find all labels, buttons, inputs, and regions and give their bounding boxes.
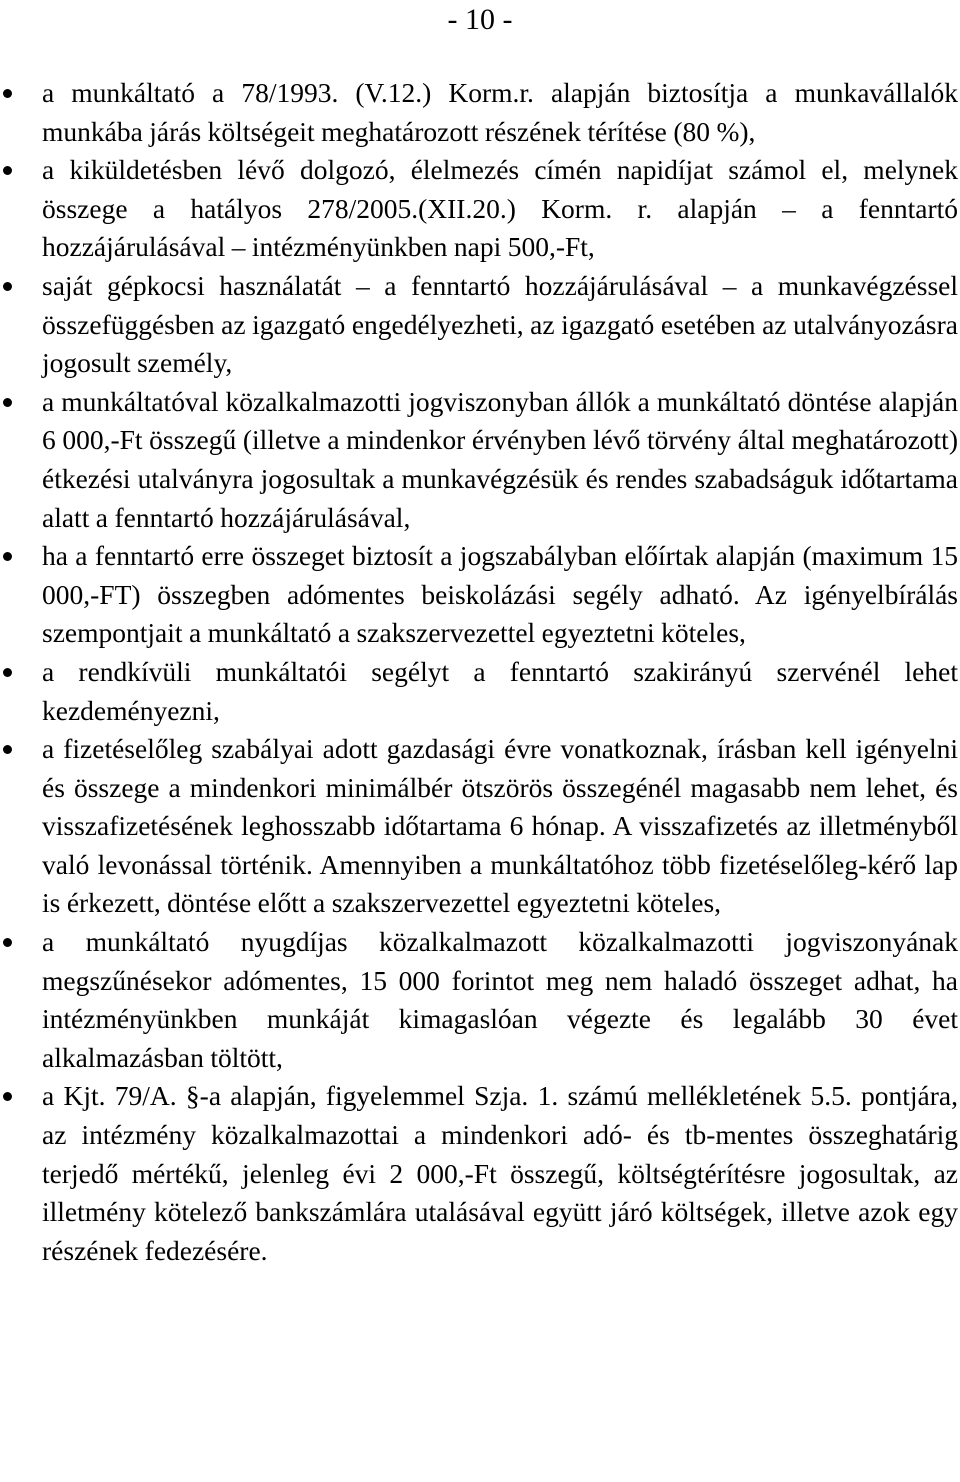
list-item-meal-voucher (0, 383, 960, 537)
list-item-text: a munkáltatóval közalkalmazotti jogviszonyban állók a munkáltató döntése alapján 6 000,-Ft összegű (illetve a mindenkor érvényben lévő törvény által meghatározott) étkezési utalványra jogosultak a munkavégzésük és rendes szabadságuk időtartama alatt a fenntartó hozzájárulásával, (42, 385, 958, 533)
list-item-text: ha a fenntartó erre összeget biztosít a jogszabályban előírtak alapján (maximum 15 000,-FT) összegben adómentes beiskolázási segély adható. Az igényelbírálás szempontjait a munkáltató a szakszervezettel egyeztetni köteles, (42, 540, 958, 649)
list-item-text: a fizetéselőleg szabályai adott gazdasági évre vonatkoznak, írásban kell igényelni és összege a mindenkori minimálbér ötszörös összegénél magasabb nem lehet, és visszafizetésének leghosszabb időtartama 6 hónap. A visszafizetés az illetményből való levonással történik. Amennyiben a munkáltatóhoz több fizetéselőleg-kérő lap is érkezett, döntése előtt a szakszervezettel egyeztetni köteles, (42, 733, 958, 919)
list-item-extraordinary-aid (0, 653, 960, 730)
list-item-text: a kiküldetésben lévő dolgozó, élelmezés címén napidíjat számol el, melynek összege a hatályos 278/2005.(XII.20.) Korm. r. alapján – a fenntartó hozzájárulásával – intézményünkben napi 500,-Ft, (42, 154, 958, 263)
list-item-text: saját gépkocsi használatát – a fenntartó hozzájárulásával – a munkavégzéssel összefüggésben az igazgató engedélyezheti, az igazgató esetében az utalványozásra jogosult személy, (42, 269, 958, 379)
list-item-retirement-gift (0, 923, 960, 1077)
list-item-text: a Kjt. 79/A. §-a alapján, figyelemmel Szja. 1. számú mellékletének 5.5. pontjára, az intézmény közalkalmazottai a mindenkori adó- és tb-mentes összeghatárig terjedő mértékű, jelenleg évi 2 000,-Ft összegű, költségtérítésre jogosultak, az illetmény kötelező bankszámlára utalásával együtt járó költségek, illetve azok egy részének fedezésére. (42, 1080, 958, 1266)
list-item-commuting-costs (0, 74, 960, 151)
bullet-point-icon (3, 938, 12, 947)
list-item-salary-advance (0, 730, 960, 923)
list-item-daily-allowance (0, 151, 960, 267)
bullet-point-icon (3, 166, 12, 175)
bullet-point-icon (3, 552, 12, 561)
list-item-text: a munkáltató nyugdíjas közalkalmazott közalkalmazotti jogviszonyának megszűnésekor adómentes, 15 000 forintot meg nem haladó összeget adhat, ha intézményünkben munkáját kimagaslóan végezte és legalább 30 évet alkalmazásban töltött, (42, 926, 958, 1073)
page-number: - 10 - (447, 3, 513, 36)
list-item-text: a munkáltató a 78/1993. (V.12.) Korm.r. alapján biztosítja a munkavállalók munkába járás költségeit meghatározott részének térítése (80 %), (42, 77, 958, 147)
benefits-bullet-list (0, 74, 960, 1270)
bullet-point-icon (3, 282, 12, 291)
list-item-bank-account-cost (0, 1077, 960, 1270)
bullet-point-icon (3, 668, 12, 677)
list-item-private-car-use (0, 267, 960, 383)
bullet-point-icon (3, 745, 12, 754)
list-item-school-aid (0, 537, 960, 653)
bullet-point-icon (3, 89, 12, 98)
bullet-point-icon (3, 398, 12, 407)
list-item-text: a rendkívüli munkáltatói segélyt a fenntartó szakirányú szervénél lehet kezdeményezni, (42, 655, 958, 726)
bullet-point-icon (3, 1092, 12, 1101)
